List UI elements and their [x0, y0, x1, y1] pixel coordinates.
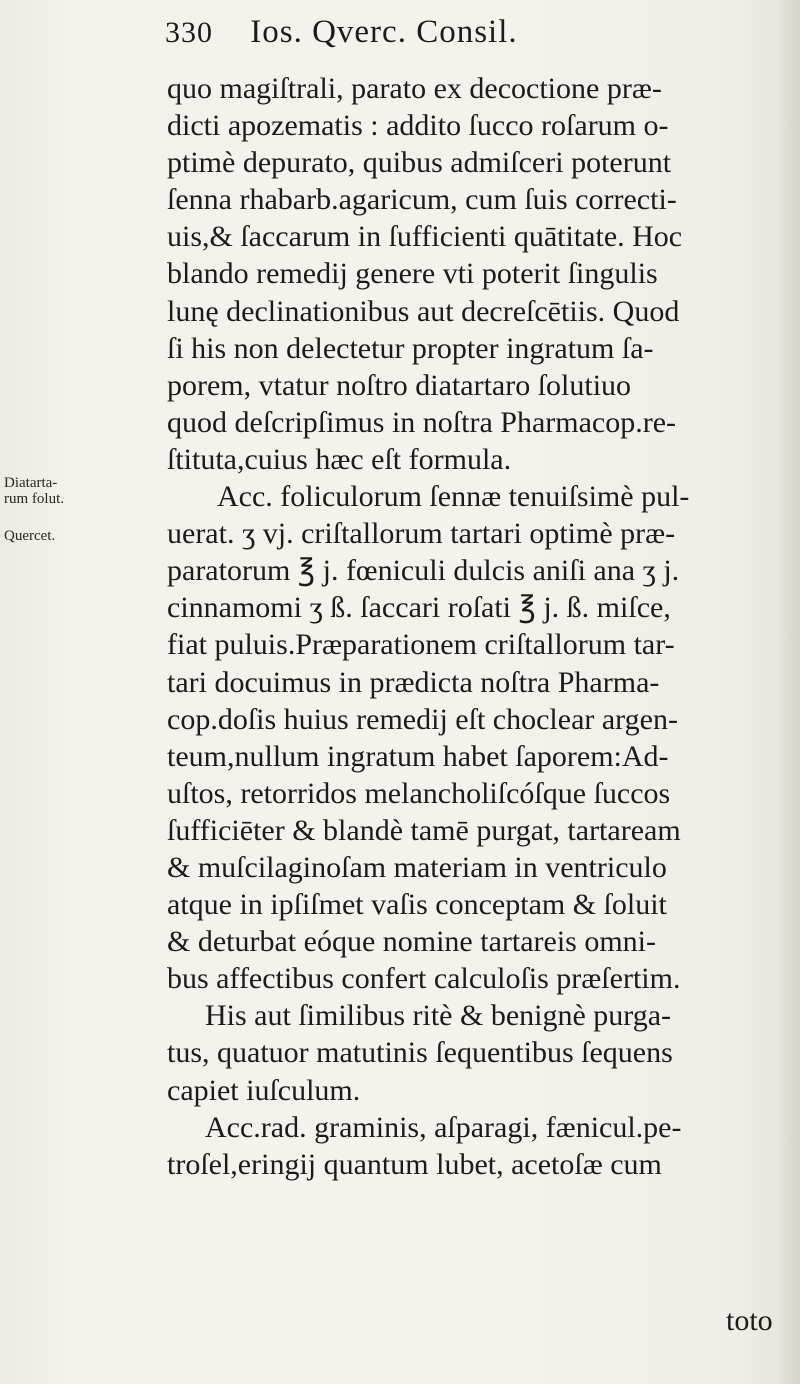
- running-title: Ios. Qverc. Consil.: [250, 14, 518, 50]
- page-number: 330: [165, 16, 213, 49]
- text-line: teum,nullum ingratum habet ſaporem:Ad-: [167, 739, 669, 773]
- text-line: cop.doſis huius remedij eſt choclear argen-: [167, 702, 678, 736]
- text-line: ptimè depurato, quibus admiſceri poterunt: [167, 146, 672, 180]
- text-line: atque in ipſiſmet vaſis conceptam & ſoluit: [167, 888, 667, 922]
- text-line: & deturbat eóque nomine tartareis omni-: [167, 925, 657, 959]
- running-head: [165, 14, 765, 64]
- margin-note-text: Quercet.: [4, 528, 56, 544]
- text-line: cinnamomi ʒ ß. ſaccari roſati ℥ j. ß. miſce,: [167, 591, 671, 625]
- text-line: quod deſcripſimus in noſtra Pharmacop.re-: [167, 405, 677, 439]
- text-line: ſtituta,cuius hæc eſt formula.: [167, 442, 512, 476]
- text-line: tari docuimus in prædicta noſtra Pharma-: [167, 665, 660, 699]
- text-line: ſi his non delectetur propter ingratum ſa-: [167, 331, 654, 365]
- text-line: quo magiſtrali, parato ex decoctione præ-: [167, 72, 662, 105]
- text-line: Acc.rad. graminis, aſparagi, fænicul.pe-: [205, 1110, 682, 1144]
- text-line: ſenna rhabarb.agaricum, cum ſuis correcti-: [167, 183, 677, 217]
- text-line: lunę declinationibus aut decreſcētiis. Quod: [167, 294, 680, 328]
- text-line: porem, vtatur noſtro diatartaro ſolutiuo: [167, 368, 632, 402]
- text-line: Acc. foliculorum ſennæ tenuiſsimè pul-: [217, 480, 690, 514]
- page-edge-shadow: [778, 0, 800, 1384]
- catchword: toto: [726, 1304, 773, 1337]
- margin-note-diatartarum: [4, 475, 64, 507]
- text-line: blando remedij genere vti poterit ſingulis: [167, 257, 658, 291]
- text-line: uerat. ʒ vj. criſtallorum tartari optimè præ-: [167, 517, 676, 551]
- text-line: ſufficiēter & blandè tamē purgat, tartaream: [167, 813, 681, 847]
- text-line: His aut ſimilibus ritè & benignè purga-: [205, 999, 672, 1033]
- text-line: tus, quatuor matutinis ſequentibus ſequens: [167, 1036, 673, 1070]
- text-line: uis,& ſaccarum in ſufficienti quātitate. Hoc: [167, 220, 683, 254]
- text-line: fiat puluis.Præparationem criſtallorum tar-: [167, 628, 675, 662]
- margin-note-quercet: [4, 528, 55, 544]
- text-line: uſtos, retorridos melancholiſcóſque ſuccos: [167, 776, 671, 810]
- text-line: troſel,eringij quantum lubet, acetoſæ cum: [167, 1147, 662, 1181]
- text-line: dicti apozematis : addito ſucco roſarum o-: [167, 109, 669, 143]
- text-line: & muſcilaginoſam materiam in ventriculo: [167, 850, 667, 884]
- margin-note-text: Diatarta- rum folut.: [4, 475, 64, 507]
- text-line: capiet iuſculum.: [167, 1073, 361, 1107]
- text-line: bus affectibus confert calculoſis præſertim.: [167, 962, 681, 996]
- text-line: paratorum ℥ j. fœniculi dulcis aniſi ana ʒ j.: [167, 554, 680, 588]
- body-text: [167, 70, 782, 1183]
